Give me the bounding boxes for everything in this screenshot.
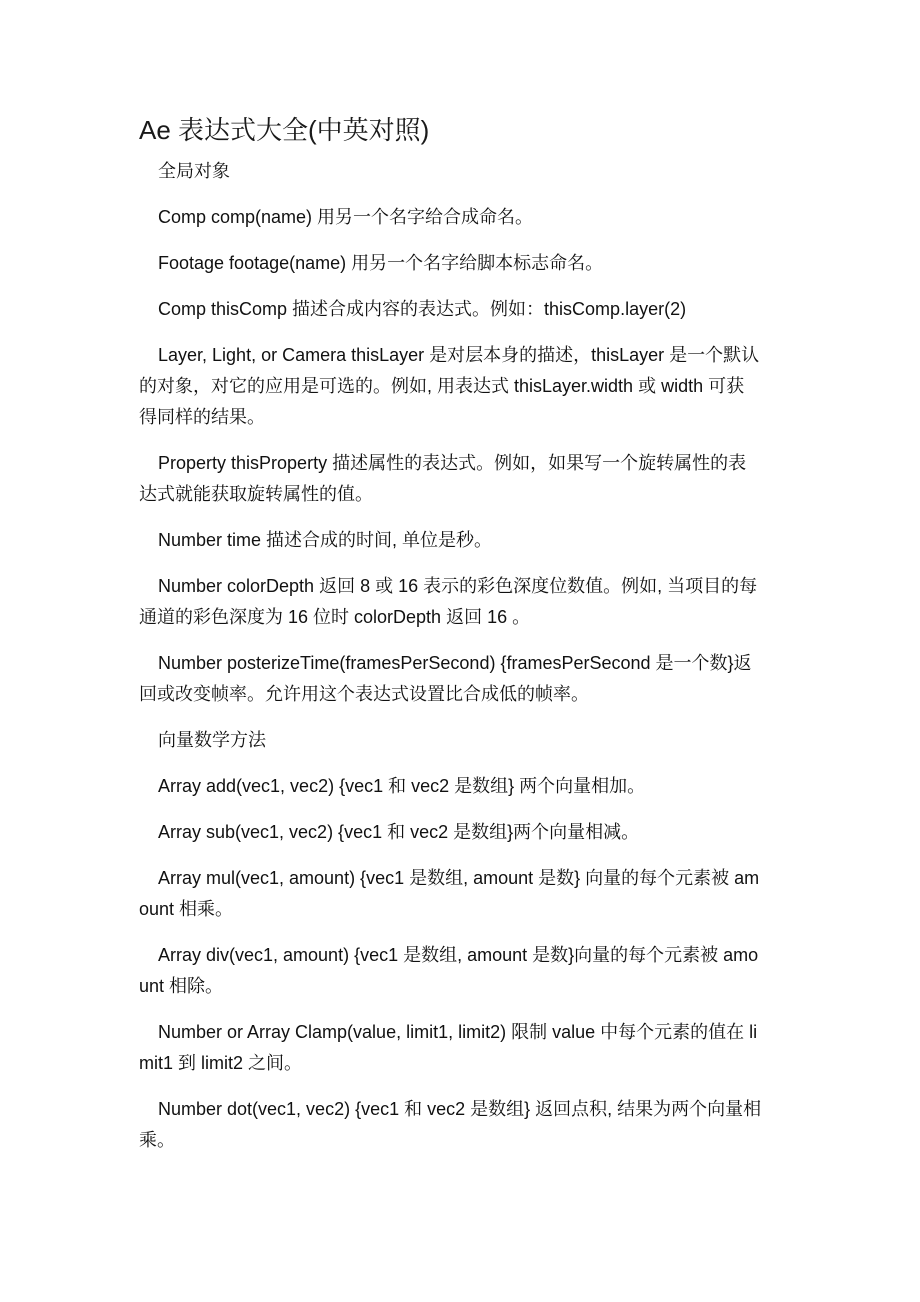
paragraph [139, 448, 789, 510]
text-line: Array add(vec1, vec2) {vec1 和 vec2 是数组} 两个向量相加。 [158, 776, 646, 796]
paragraph [139, 940, 789, 1002]
text-line: Number colorDepth 返回 8 或 16 表示的彩色深度位数值。例如, 当项目的每 [158, 576, 758, 596]
text-line: ount 相乘。 [139, 899, 234, 919]
text-line: mit1 到 limit2 之间。 [139, 1053, 303, 1073]
text-line: 得同样的结果。 [139, 407, 265, 427]
section-heading [139, 156, 789, 187]
text-line: unt 相除。 [139, 976, 224, 996]
text-line: Array sub(vec1, vec2) {vec1 和 vec2 是数组}两个向量相减。 [158, 822, 640, 842]
paragraph [139, 648, 789, 710]
paragraph [139, 294, 789, 325]
text-line: Footage footage(name) 用另一个名字给脚本标志命名。 [158, 253, 604, 273]
text-line: 达式就能获取旋转属性的值。 [139, 484, 373, 504]
paragraph [139, 863, 789, 925]
paragraph [139, 202, 789, 233]
text-line: Number time 描述合成的时间, 单位是秒。 [158, 530, 493, 550]
text-line: Array mul(vec1, amount) {vec1 是数组, amount 是数} 向量的每个元素被 am [158, 868, 760, 888]
section-heading [139, 725, 789, 756]
text-line: 全局对象 [158, 161, 230, 181]
text-line: Comp thisComp 描述合成内容的表达式。例如：thisComp.layer(2) [158, 299, 687, 319]
paragraph [139, 1094, 789, 1156]
paragraph [139, 571, 789, 633]
paragraph [139, 817, 789, 848]
text-line: Number posterizeTime(framesPerSecond) {framesPerSecond 是一个数}返 [158, 653, 752, 673]
paragraph [139, 1017, 789, 1079]
text-line: Number or Array Clamp(value, limit1, limit2) 限制 value 中每个元素的值在 li [158, 1022, 758, 1042]
document-body [139, 156, 789, 1171]
text-line: 的对象，对它的应用是可选的。例如, 用表达式 thisLayer.width 或 width 可获 [139, 376, 745, 396]
paragraph [139, 771, 789, 802]
text-line: Number dot(vec1, vec2) {vec1 和 vec2 是数组} 返回点积, 结果为两个向量相 [158, 1099, 762, 1119]
text-line: Comp comp(name) 用另一个名字给合成命名。 [158, 207, 534, 227]
text-line: Property thisProperty 描述属性的表达式。例如，如果写一个旋转属性的表 [158, 453, 747, 473]
text-line: 回或改变帧率。允许用这个表达式设置比合成低的帧率。 [139, 684, 589, 704]
paragraph [139, 340, 789, 433]
paragraph [139, 248, 789, 279]
text-line: Array div(vec1, amount) {vec1 是数组, amount 是数}向量的每个元素被 amo [158, 945, 759, 965]
text-line: 向量数学方法 [158, 730, 266, 750]
text-line: Layer, Light, or Camera thisLayer 是对层本身的描述，thisLayer 是一个默认 [158, 345, 760, 365]
text-line: 乘。 [139, 1130, 175, 1150]
document-title: Ae 表达式大全(中英对照) [139, 115, 430, 145]
paragraph [139, 525, 789, 556]
text-line: 通道的彩色深度为 16 位时 colorDepth 返回 16 。 [139, 607, 531, 627]
